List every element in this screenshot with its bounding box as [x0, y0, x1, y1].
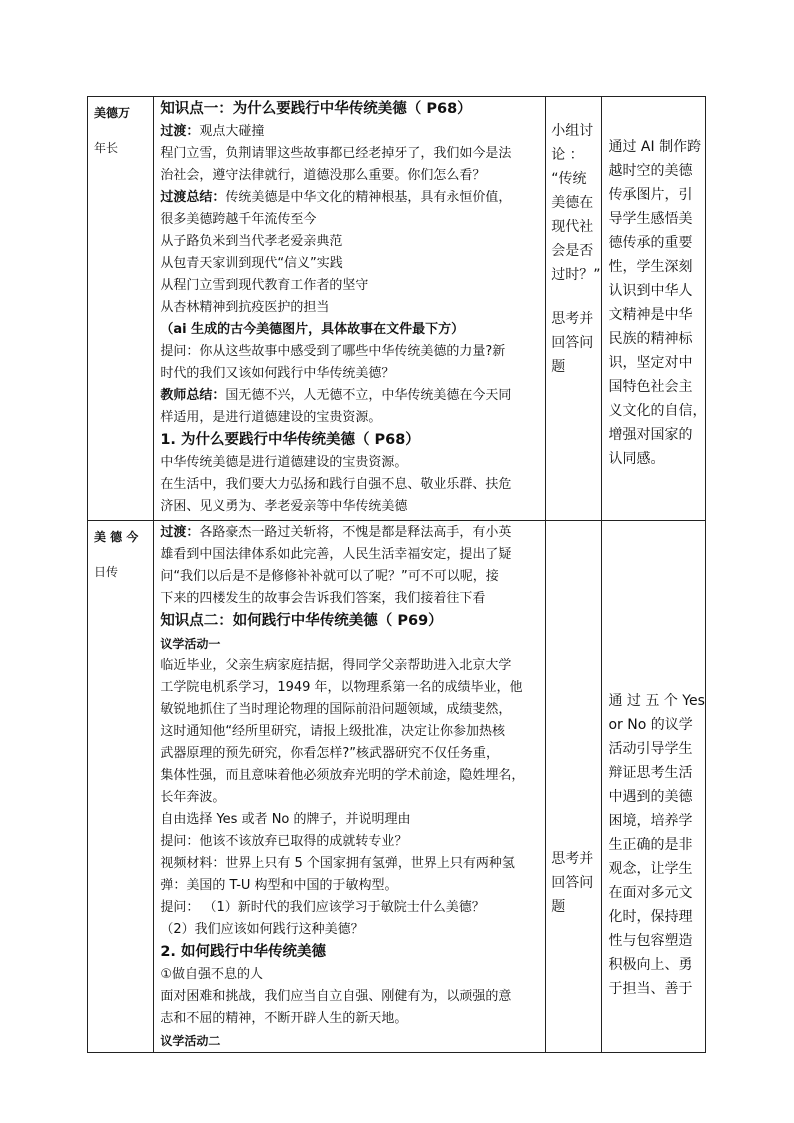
- ai-note: （ai 生成的古今美德图片，具体故事在文件最下方）: [160, 322, 465, 337]
- activity-text: “传统: [551, 171, 587, 187]
- point-title: 1. 为什么要践行中华传统美德（ P68）: [160, 432, 420, 448]
- point-text: 志和不屈的精神，不断开辟人生的新天地。: [160, 1011, 408, 1026]
- think-text: 题: [551, 359, 566, 375]
- intent-text: 传承图片，引: [608, 187, 693, 203]
- choice-text: 自由选择 Yes 或者 No 的牌子，并说明理由: [160, 812, 411, 827]
- intent-text: 导学生感悟美: [608, 211, 693, 227]
- point-title: 2. 如何践行中华传统美德: [160, 944, 326, 960]
- intent-text: 义文化的自信，: [608, 403, 707, 419]
- teacher-summary-label: 教师总结：: [160, 388, 226, 403]
- activity-label: 议学活动一: [160, 637, 221, 651]
- section-cell: [88, 97, 154, 521]
- point-text: 面对困难和挑战，我们应当自立自强、刚健有为，以顽强的意: [160, 989, 512, 1004]
- intent-text: 性与包容塑造: [608, 933, 693, 949]
- think-text: 回答问: [551, 875, 594, 891]
- intent-text: 化时，保持理: [608, 909, 693, 925]
- transition-text: 观点大碰撞: [199, 124, 265, 139]
- content-cell: [154, 97, 546, 521]
- knowledge-heading: 知识点一：为什么要践行中华传统美德（ P68）: [160, 101, 472, 117]
- intent-text: 观念，让学生: [608, 861, 693, 877]
- activity-cell: [546, 521, 602, 1053]
- question-text: 提问：他该不该放弃已取得的成就转专业？: [160, 834, 408, 849]
- activity-text: 现代社: [551, 219, 594, 235]
- story-line: 武器原理的预先研究，你看怎样?”核武器研究不仅任务重，: [160, 746, 499, 761]
- activity-text: 过时？”: [551, 267, 601, 283]
- activity-text: 论 ：: [551, 147, 584, 163]
- intent-text: 识，坚定对中: [608, 355, 693, 371]
- intent-text: 活动引导学生: [608, 741, 693, 757]
- knowledge-heading: 知识点二：如何践行中华传统美德（ P69）: [160, 613, 443, 629]
- intent-cell: [602, 521, 706, 1053]
- intent-text: 越时空的美德: [608, 163, 693, 179]
- list-item: 从程门立雪到现代教育工作者的坚守: [160, 278, 369, 293]
- intent-text: 困境，培养学: [608, 813, 693, 829]
- activity-text: 小组讨: [551, 123, 594, 139]
- point-text: 济困、见义勇为、孝老爱亲等中华传统美德: [160, 499, 408, 514]
- activity-text: 会是否: [551, 243, 594, 259]
- intent-text: 积极向上、勇: [608, 957, 693, 973]
- section-title: 美德万: [94, 106, 131, 120]
- intent-text: 文精神是中华: [608, 307, 693, 323]
- intent-text: 于担当、善于: [608, 981, 693, 997]
- transition-text: 雄看到中国法律体系如此完善，人民生活幸福安定，提出了疑: [160, 547, 512, 562]
- table-row: [88, 521, 706, 1053]
- think-text: 思考并: [551, 311, 594, 327]
- transition-text: 各路豪杰一路过关斩将，不愧是都是释法高手，有小英: [199, 525, 512, 540]
- list-item: 从包青天家训到现代“信义”实践: [160, 256, 343, 271]
- question-text: （2）我们应该如何践行这种美德？: [160, 922, 364, 937]
- point-text: 在生活中，我们要大力弘扬和践行自强不息、敬业乐群、扶危: [160, 477, 512, 492]
- question-text: 提问：你从这些故事中感受到了哪些中华传统美德的力量?新: [160, 344, 506, 359]
- intent-text: 增强对国家的: [608, 427, 693, 443]
- transition-text: 下来的四楼发生的故事会告诉我们答案，我们接着往下看: [160, 591, 486, 606]
- story-line: 这时通知他“经所里研究，请报上级批准，决定让你参加热核: [160, 724, 506, 739]
- sub-point: ①做自强不息的人: [160, 967, 263, 982]
- intent-text: or No 的议学: [608, 717, 693, 733]
- intent-text: 通 过 五 个 Yes: [608, 693, 705, 709]
- intent-text: 德传承的重要: [608, 235, 693, 251]
- section-cell: [88, 521, 154, 1053]
- debate-line: 程门立雪，负荆请罪这些故事都已经老掉牙了，我们如今是法: [160, 146, 512, 161]
- transition-label: 过渡：: [160, 525, 200, 540]
- debate-line: 治社会，遵守法律就行，道德没那么重要。你们怎么看？: [160, 168, 486, 183]
- intent-text: 民族的精神标: [608, 331, 693, 347]
- section-subtitle: 年长: [94, 141, 119, 155]
- section-title: 美 德 今: [94, 530, 139, 544]
- think-text: 思考并: [551, 851, 594, 867]
- intent-text: 生正确的是非: [608, 837, 693, 853]
- transition-text: 问“我们以后是不是修修补补就可以了呢？”可不可以呢，接: [160, 569, 499, 584]
- intent-cell: [602, 97, 706, 521]
- summary-text: 传统美德是中华文化的精神根基，具有永恒价值，: [225, 190, 512, 205]
- story-line: 临近毕业，父亲生病家庭拮据，得同学父亲帮助进入北京大学: [160, 658, 512, 673]
- section-subtitle: 日传: [94, 565, 119, 579]
- intent-text: 国特色社会主: [608, 379, 693, 395]
- teacher-summary-text: 国无德不兴，人无德不立，中华传统美德在今天同: [225, 388, 512, 403]
- lesson-plan-table: [87, 96, 706, 1053]
- intent-text: 辩证思考生活: [608, 765, 693, 781]
- think-text: 题: [551, 899, 566, 915]
- activity-label: 议学活动二: [160, 1034, 221, 1048]
- summary-label: 过渡总结：: [160, 190, 226, 205]
- activity-cell: [546, 97, 602, 521]
- intent-text: 性，学生深刻: [608, 259, 693, 275]
- think-text: 回答问: [551, 335, 594, 351]
- video-text: 视频材料：世界上只有 5 个国家拥有氢弹，世界上只有两种氢: [160, 856, 515, 871]
- list-item: 从子路负米到当代孝老爱亲典范: [160, 234, 343, 249]
- content-cell: [154, 521, 546, 1053]
- intent-text: 在面对多元文: [608, 885, 693, 901]
- teacher-summary-text: 样适用，是进行道德建设的宝贵资源。: [160, 410, 382, 425]
- activity-text: 美德在: [551, 195, 594, 211]
- question-text: 提问： （1）新时代的我们应该学习于敏院士什么美德？: [160, 900, 485, 915]
- intent-text: 通过 AI 制作跨: [608, 139, 702, 155]
- story-line: 工学院电机系学习，1949 年，以物理系第一名的成绩毕业，他: [160, 680, 523, 695]
- story-line: 长年奔波。: [160, 790, 226, 805]
- video-text: 弹：美国的 T-U 构型和中国的于敏构型。: [160, 878, 398, 893]
- story-line: 集体性强，而且意味着他必须放弃光明的学术前途，隐姓埋名，: [160, 768, 525, 783]
- story-line: 敏锐地抓住了当时理论物理的国际前沿问题领域，成绩斐然，: [160, 702, 512, 717]
- intent-text: 认识到中华人: [608, 283, 693, 299]
- table-row: [88, 97, 706, 521]
- transition-label: 过渡：: [160, 124, 200, 139]
- question-text: 时代的我们又该如何践行中华传统美德？: [160, 366, 395, 381]
- summary-text: 很多美德跨越千年流传至今: [160, 212, 317, 227]
- intent-text: 中遇到的美德: [608, 789, 693, 805]
- intent-text: 认同感。: [608, 451, 665, 467]
- list-item: 从杏林精神到抗疫医护的担当: [160, 300, 330, 315]
- point-text: 中华传统美德是进行道德建设的宝贵资源。: [160, 455, 408, 470]
